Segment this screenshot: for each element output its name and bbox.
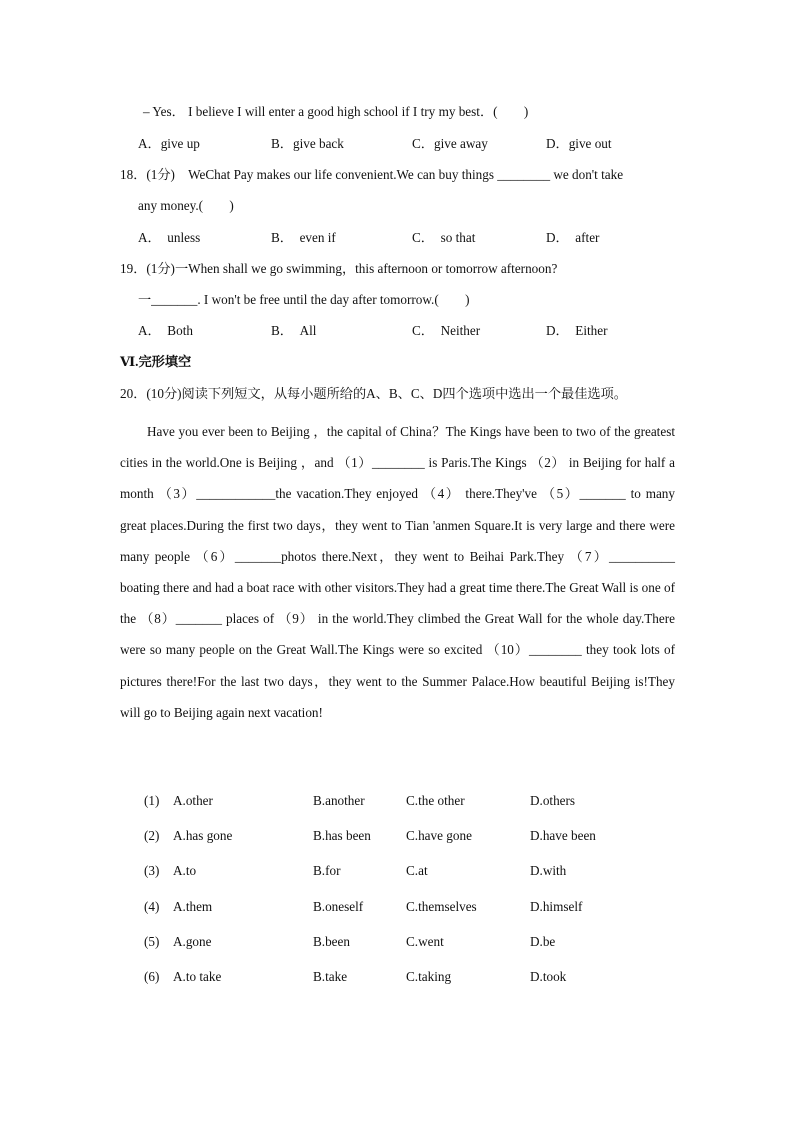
- choice-d: D.himself: [530, 899, 583, 914]
- choice-b: B.take: [313, 969, 348, 984]
- q17-option-a: A．give up: [138, 136, 200, 151]
- choice-b: B.has been: [313, 828, 371, 843]
- choice-c: C.at: [406, 863, 428, 878]
- q18-option-d: D． after: [546, 230, 600, 245]
- q20-stem: 20．(10分)阅读下列短文，从每小题所给的A、B、C、D四个选项中选出一个最佳选项。: [120, 386, 627, 401]
- choice-d: D.have been: [530, 828, 596, 843]
- q19-stem-line2: 一_______. I won't be free until the day after tomorrow.( ): [138, 292, 470, 307]
- choice-number: (3): [144, 863, 160, 878]
- q18-option-c: C． so that: [412, 230, 476, 245]
- q18-option-b: B． even if: [271, 230, 336, 245]
- choice-d: D.be: [530, 934, 556, 949]
- choice-c: C.taking: [406, 969, 452, 984]
- choice-c: C.went: [406, 934, 444, 949]
- choice-a: A.them: [173, 899, 213, 914]
- choice-a: A.has gone: [173, 828, 233, 843]
- choice-b: B.another: [313, 793, 365, 808]
- choice-b: B.oneself: [313, 899, 364, 914]
- choice-number: (5): [144, 934, 160, 949]
- choice-a: A.gone: [173, 934, 212, 949]
- q17-option-c: C．give away: [412, 136, 488, 151]
- q19-option-a: A． Both: [138, 323, 193, 338]
- section-heading: Ⅵ.完形填空: [120, 354, 192, 369]
- q20-passage: [120, 416, 675, 728]
- choice-number: (4): [144, 899, 160, 914]
- q17-option-b: B．give back: [271, 136, 344, 151]
- choice-b: B.for: [313, 863, 341, 878]
- choice-d: D.others: [530, 793, 576, 808]
- q19-option-c: C． Neither: [412, 323, 481, 338]
- choice-d: D.took: [530, 969, 567, 984]
- q19-option-d: D． Either: [546, 323, 608, 338]
- q18-stem-line2: any money.( ): [138, 198, 234, 213]
- q18-option-a: A． unless: [138, 230, 201, 245]
- q19-option-b: B． All: [271, 323, 317, 338]
- choice-b: B.been: [313, 934, 350, 949]
- q17-option-d: D．give out: [546, 136, 612, 151]
- choice-c: C.the other: [406, 793, 465, 808]
- choice-number: (6): [144, 969, 160, 984]
- choice-d: D.with: [530, 863, 567, 878]
- q19-stem-line1: 19．(1分)一When shall we go swimming，this afternoon or tomorrow afternoon?: [120, 261, 558, 276]
- choice-c: C.have gone: [406, 828, 472, 843]
- choice-a: A.to take: [173, 969, 222, 984]
- q20-passage-text: Have you ever been to Beijing ，the capital of China？The Kings have been to two of the greatest cities in the world.One is Beijing ，and （1）________ is Paris.The Kings （2） in Beijing for half a month （3）____________the vacation.They enjoyed （4） there.They've （5）_______ to many great places.During the first two days，they went to Tian 'anmen Square.It is very large and there were many people （6）_______photos there.Next，they went to Beihai Park.They （7）__________ boating there and had a boat race with other visitors.They had a great time there.The Great Wall is one of the （8）_______ places of （9） in the world.They climbed the Great Wall for the whole day.There were so many people on the Great Wall.The Kings were so excited （10）________ they took lots of pictures there!For the last two days，they went to the Summer Palace.How beautiful Beijing is!They will go to Beijing again next vacation!: [120, 424, 675, 720]
- q18-stem-line1: 18．(1分) WeChat Pay makes our life convenient.We can buy things ________ we don't take: [120, 167, 624, 182]
- choice-a: A.other: [173, 793, 213, 808]
- choice-a: A.to: [173, 863, 197, 878]
- choice-number: (1): [144, 793, 160, 808]
- q17-dialog-tail: – Yes． I believe I will enter a good high school if I try my best．( ): [143, 104, 529, 119]
- choice-c: C.themselves: [406, 899, 477, 914]
- choice-number: (2): [144, 828, 160, 843]
